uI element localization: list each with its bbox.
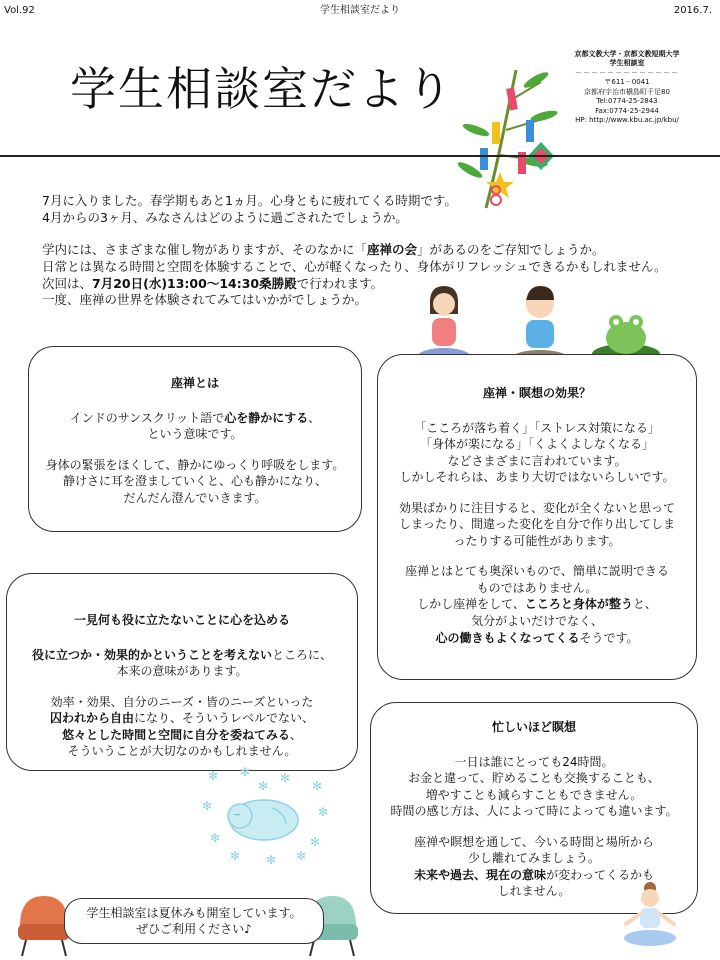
intro-line: 一度、座禅の世界を体験されてみてはいかがでしょうか。 [42,292,368,308]
zazen-effect-box: 座禅・瞑想の効果？ 「こころが落ち着く」「ストレス対策になる」 「身体が楽になる」「くよくよしなくなる」 などさまざまに言われています。 しかしそれらは、あまり大切ではないらしいです。 効果ばかりに注目すると、変化が全くないと思って しまったり、間違った変化を自分で作り出してしま ったりする可能性があります。 座禅とはとても奥深いもので、簡単に説明できる ものではありません。 しかし座禅をして、こころと身体が整うと、 気分がよいだけでなく、 心の働きもよくなってくるそうです。 [377,354,697,680]
yoga-woman-illustration [620,880,680,956]
running-title: 学生相談室だより [320,5,400,16]
fax: Fax:0774-25-2944 [595,106,659,115]
box-title: 座禅とは [170,376,219,390]
sleeping-cat-illustration [200,765,330,868]
box-title: 一見何も役に立たないことに心を込める [73,613,290,627]
svg-text:✻: ✻ [310,835,321,849]
box-title: 座禅・瞑想の効果？ [482,386,591,400]
university-name: 京都文教大学・京都文教短期大学 [574,50,680,58]
svg-text:✻: ✻ [266,853,277,867]
meaning-box: 一見何も役に立たないことに心を込める 役に立つか・効果的かということを考えないところに、 本来の意味があります。 効率・効果、自分のニーズ・皆のニーズといった 囚われから自由になり、そういうレベルでない、 悠々とした時間と空間に自分を委ねてみる、 そういうことが大切なのかもしれません。 [6,573,358,771]
busy-meditation-box: 忙しいほど瞑想 一日は誰にとっても24時間。 お金と違って、貯めることも交換することも、 増やすことも減らすこともできません。 時間の感じ方は、人によって時によっても違います。 座禅や瞑想を通して、今いる時間と場所から 少し離れてみましょう。 未来や過去、現在の意味が変わってくるかも しれません。 [370,702,698,914]
page-title: 学生相談室だより [70,62,454,116]
intro-line: 学内には、さまざまな催し物がありますが、そのなかに「座禅の会」があるのをご存知でしょうか。 [42,242,605,258]
tanabata-bamboo-illustration [456,60,566,210]
zazen-definition-box: 座禅とは インドのサンスクリット語で心を静かにする、 という意味です。 身体の緊張をほくして、静かにゆっくり呼吸をします。 静けさに耳を澄ましていくと、心も静かになり、 だんだん澄んでいきます。 [28,346,362,532]
volume-number: Vol.92 [4,5,35,16]
intro-line: 日常とは異なる時間と空間を体験することで、心が軽くなったり、身体がリフレッシュできるかもしれません。 [42,258,667,274]
box-title: 忙しいほど瞑想 [491,720,576,734]
telephone: Tel:0774-25-2843 [596,97,658,106]
address: 京都府宇治市槇島町千足80 [584,87,670,96]
svg-text:✻: ✻ [208,769,219,783]
issue-date: 2016.7. [673,5,712,16]
svg-text:✻: ✻ [202,799,213,813]
contact-divider: －－－－－－－－－－－－－ [575,68,679,77]
svg-text:✻: ✻ [312,779,323,793]
contact-info [562,50,692,126]
svg-text:✻: ✻ [258,779,269,793]
intro-line: 次回は、7月20日(水)13:00～14:30桑勝殿で行われます。 [42,275,384,291]
svg-text:✻: ✻ [210,831,221,845]
intro-line: 4月からの3ヶ月、みなさんはどのように過ごされたでしょうか。 [42,209,408,225]
svg-text:✻: ✻ [240,765,251,779]
postal-code: 〒611－0041 [604,78,650,87]
svg-text:✻: ✻ [280,771,291,785]
homepage-link[interactable]: HP: http://www.kbu.ac.jp/kbu/ [575,116,679,125]
header-divider [0,155,720,157]
intro-line: 7月に入りました。春学期もあと1ヵ月。心身ともに疲れてくる時期です。 [42,193,457,208]
svg-text:✻: ✻ [230,849,241,863]
top-bar [0,0,720,22]
open-notice: 学生相談室は夏休みも開室しています。 ぜひご利用ください♪ [64,898,324,944]
office-name: 学生相談室 [609,59,645,68]
svg-text:✻: ✻ [296,849,307,863]
svg-text:✻: ✻ [318,805,329,819]
